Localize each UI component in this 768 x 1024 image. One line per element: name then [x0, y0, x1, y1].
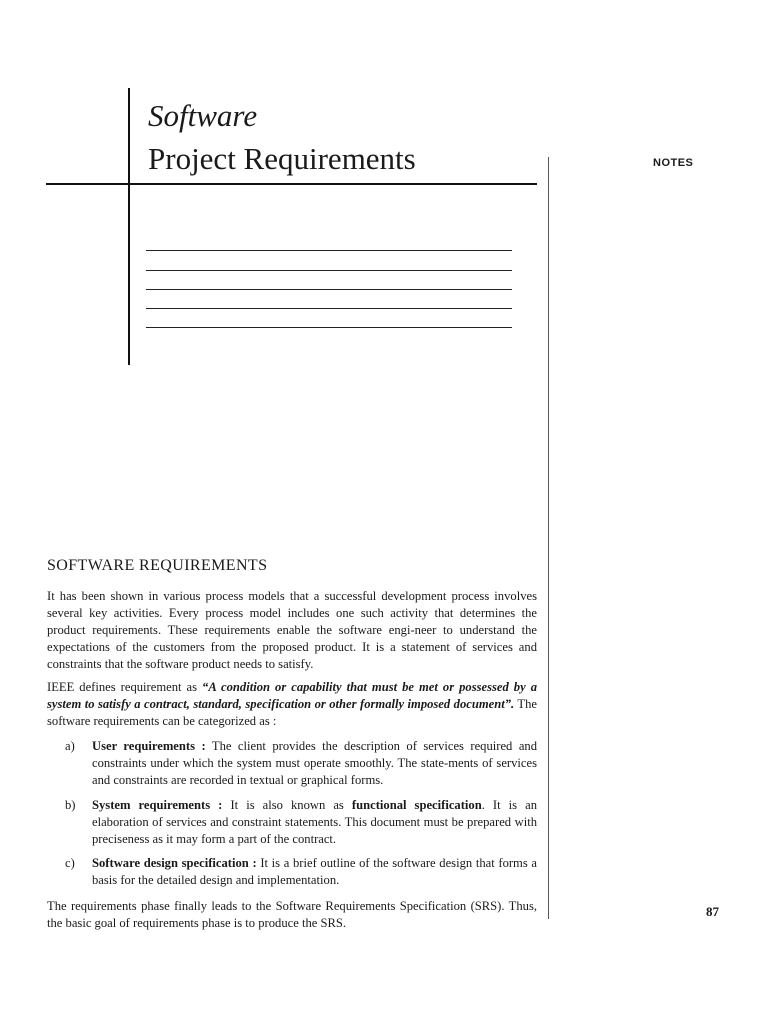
list-marker: a) [65, 739, 75, 753]
chapter-kicker: Software [148, 98, 258, 133]
paragraph-ieee-definition [47, 679, 537, 730]
blank-line [146, 289, 512, 290]
list-item-text: . It is an elaboration of services and constraint statements. This document must be prepared with preciseness as it may form a part of the contract. [92, 798, 538, 846]
list-item-text: The client provides the description of services required and constraints under which the system must operate smoothly. The state-ments of services and constraints are recorded in textual or graphical forms. [92, 739, 537, 787]
page-number: 87 [706, 904, 719, 919]
list-item-body [92, 855, 537, 889]
list-item-body [92, 797, 537, 848]
list-item-term: Software design specification : [92, 856, 257, 870]
list-marker: b) [65, 798, 76, 812]
list-item-term: System requirements : [92, 798, 223, 812]
chapter-horizontal-rule [46, 183, 537, 185]
blank-line [146, 270, 512, 271]
list-marker: c) [65, 856, 75, 870]
definition-lead: IEEE defines requirement as [47, 680, 203, 694]
definition-quote: “A condition or capability that must be met or possessed by a system to satisfy a contract, standard, specification or other formally imposed document”. [47, 680, 537, 711]
section-heading: SOFTWARE REQUIREMENTS [47, 557, 268, 574]
inline-term: functional specification [351, 798, 482, 812]
chapter-title: Project Requirements [148, 141, 416, 176]
chapter-vertical-rule [128, 88, 130, 365]
paragraph-intro: It has been shown in various process models that a successful development process involves several key activities. Every process model includes one such activity that determines the product requirements. These requirements enable the software engi-neer to understand the expectations of the customers from the proposed product. It is a statement of services and constraints that the software product needs to satisfy. [47, 589, 537, 671]
blank-line [146, 250, 512, 251]
notes-margin-rule [548, 157, 549, 919]
list-item-text: It is a brief outline of the software design that forms a basis for the detailed design and implementation. [92, 856, 538, 887]
notes-label: NOTES [653, 157, 694, 169]
list-item-term: User requirements : [92, 739, 206, 753]
blank-line [146, 308, 512, 309]
blank-line [146, 327, 512, 328]
list-item-text: It is also known as [222, 798, 352, 812]
definition-tail: The software requirements can be categorized as : [47, 697, 537, 728]
list-item-body [92, 738, 537, 789]
paragraph-conclusion: The requirements phase finally leads to the Software Requirements Specification (SRS). Thus, the basic goal of requirements phase is to produce the SRS. [47, 899, 537, 930]
